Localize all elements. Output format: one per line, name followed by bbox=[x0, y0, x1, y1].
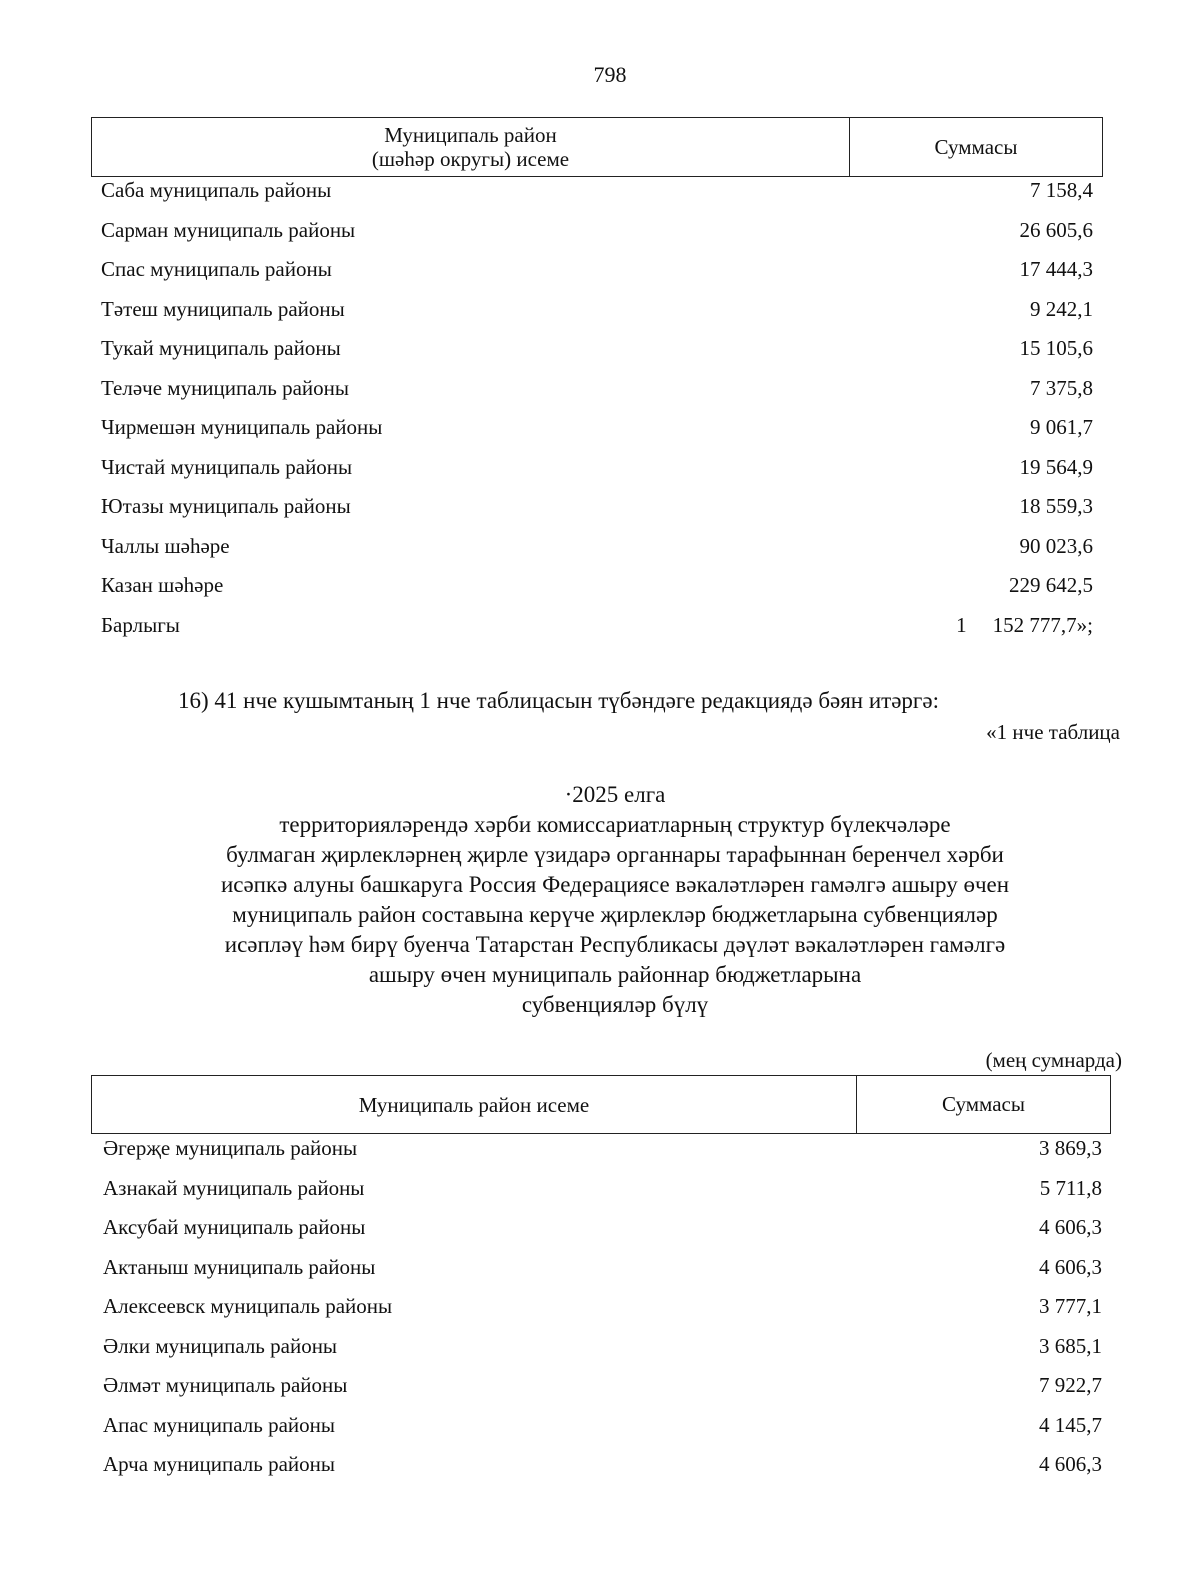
row-name: Аксубай муниципаль районы bbox=[103, 1215, 366, 1239]
table-row bbox=[101, 178, 1093, 218]
row-value: 7 375,8 bbox=[1030, 375, 1093, 400]
row-name: Казан шәһәре bbox=[101, 573, 224, 597]
table-row bbox=[101, 534, 1093, 574]
table2-body bbox=[103, 1136, 1102, 1492]
row-name: Саба муниципаль районы bbox=[101, 178, 332, 202]
table-row bbox=[101, 573, 1093, 613]
row-name: Әгерҗе муниципаль районы bbox=[103, 1136, 358, 1160]
row-value: 9 061,7 bbox=[1030, 415, 1093, 439]
row-value: 9 242,1 bbox=[1030, 296, 1093, 321]
row-name: Әлмәт муниципаль районы bbox=[103, 1373, 348, 1397]
row-name: Тәтеш муниципаль районы bbox=[101, 296, 345, 321]
table2-header bbox=[91, 1075, 1111, 1134]
row-name: Актаныш муниципаль районы bbox=[103, 1254, 376, 1279]
title-line: исәпкә алуны башкаруга Россия Федерациясе вәкаләтләрен гамәлгә ашыру өчен bbox=[220, 872, 1010, 897]
total-prefix: 1 bbox=[956, 612, 967, 637]
table1-header-name-line2: (шәһәр округы) исеме bbox=[371, 147, 570, 171]
units-label: (мең сумнарда) bbox=[985, 1048, 1122, 1072]
table-row bbox=[103, 1136, 1102, 1176]
title-line: булмаган җирлекләрнең җирле үзидарә органнары тарафыннан беренчел хәрби bbox=[226, 842, 1004, 867]
row-name: Арча муниципаль районы bbox=[103, 1452, 335, 1476]
row-value: 229 642,5 bbox=[1009, 573, 1093, 597]
row-value: 18 559,3 bbox=[1019, 494, 1093, 518]
row-value: 5 711,8 bbox=[1039, 1175, 1102, 1200]
table-row bbox=[101, 376, 1093, 416]
table-row bbox=[101, 494, 1093, 534]
table1-body bbox=[101, 178, 1093, 652]
table2-header-name: Муниципаль район исеме bbox=[92, 1076, 857, 1133]
title-line: муниципаль район составына керүче җирлекләр бюджетларына субвенцияләр bbox=[232, 902, 998, 927]
total-row bbox=[101, 613, 1093, 653]
row-value: 4 145,7 bbox=[1039, 1412, 1102, 1437]
row-value: 17 444,3 bbox=[1019, 257, 1093, 281]
table-row bbox=[103, 1413, 1102, 1453]
row-value: 3 869,3 bbox=[1039, 1136, 1102, 1160]
table-row bbox=[101, 257, 1093, 297]
table1-header-name-line1: Муниципаль район bbox=[384, 123, 557, 147]
total-label: Барлыгы bbox=[101, 612, 180, 637]
row-value: 3 777,1 bbox=[1039, 1294, 1102, 1318]
table-row bbox=[103, 1215, 1102, 1255]
table2-header-sum: Суммасы bbox=[942, 1092, 1025, 1116]
row-value: 90 023,6 bbox=[1019, 533, 1093, 558]
row-value: 3 685,1 bbox=[1039, 1333, 1102, 1358]
row-value: 7 158,4 bbox=[1030, 178, 1093, 202]
table-row bbox=[103, 1255, 1102, 1295]
table1-header bbox=[91, 117, 1103, 177]
table1-header-name bbox=[92, 118, 850, 176]
table-row bbox=[103, 1373, 1102, 1413]
table-row bbox=[103, 1176, 1102, 1216]
row-name: Апас муниципаль районы bbox=[103, 1412, 335, 1437]
table-row bbox=[101, 297, 1093, 337]
row-name: Әлки муниципаль районы bbox=[103, 1333, 338, 1358]
total-value-wrapper bbox=[956, 613, 1093, 638]
row-name: Алексеевск муниципаль районы bbox=[103, 1294, 393, 1318]
table-row bbox=[103, 1294, 1102, 1334]
row-value: 7 922,7 bbox=[1039, 1373, 1102, 1397]
title-line: ашыру өчен муниципаль районнар бюджетларына bbox=[368, 962, 862, 987]
table-row bbox=[103, 1334, 1102, 1374]
table-row bbox=[101, 336, 1093, 376]
page-number: 798 bbox=[593, 62, 627, 87]
row-name: Азнакай муниципаль районы bbox=[103, 1175, 365, 1200]
title-line: ·2025 елга bbox=[564, 782, 666, 807]
table-reference: «1 нче таблица bbox=[986, 720, 1120, 744]
row-name: Теләче муниципаль районы bbox=[101, 375, 349, 400]
table-title bbox=[100, 780, 1130, 1020]
row-name: Чистай муниципаль районы bbox=[101, 454, 353, 479]
row-value: 19 564,9 bbox=[1019, 454, 1093, 479]
row-value: 15 105,6 bbox=[1019, 336, 1093, 360]
row-value: 26 605,6 bbox=[1019, 217, 1093, 242]
title-line: субвенцияләр бүлү bbox=[521, 992, 709, 1017]
table-row bbox=[101, 415, 1093, 455]
table-row bbox=[101, 218, 1093, 258]
table1-header-sum: Суммасы bbox=[934, 134, 1018, 159]
table-row bbox=[101, 455, 1093, 495]
total-value: 152 777,7»; bbox=[992, 612, 1093, 637]
row-name: Сарман муниципаль районы bbox=[101, 217, 356, 242]
table-row bbox=[103, 1452, 1102, 1492]
row-name: Чирмешән муниципаль районы bbox=[101, 415, 383, 439]
instruction-text: 16) 41 нче кушымтаның 1 нче таблицасын түбәндәге редакциядә бәян итәргә: bbox=[178, 688, 939, 713]
row-name: Тукай муниципаль районы bbox=[101, 336, 341, 360]
row-name: Ютазы муниципаль районы bbox=[101, 494, 351, 518]
row-name: Спас муниципаль районы bbox=[101, 257, 332, 281]
row-name: Чаллы шәһәре bbox=[101, 533, 230, 558]
row-value: 4 606,3 bbox=[1039, 1215, 1102, 1239]
row-value: 4 606,3 bbox=[1039, 1452, 1102, 1476]
title-line: исәпләү һәм бирү буенча Татарстан Республикасы дәүләт вәкаләтләрен гамәлгә bbox=[224, 932, 1006, 957]
title-line: территорияләрендә хәрби комиссариатларның структур бүлекчәләре bbox=[279, 812, 951, 837]
row-value: 4 606,3 bbox=[1039, 1254, 1102, 1279]
